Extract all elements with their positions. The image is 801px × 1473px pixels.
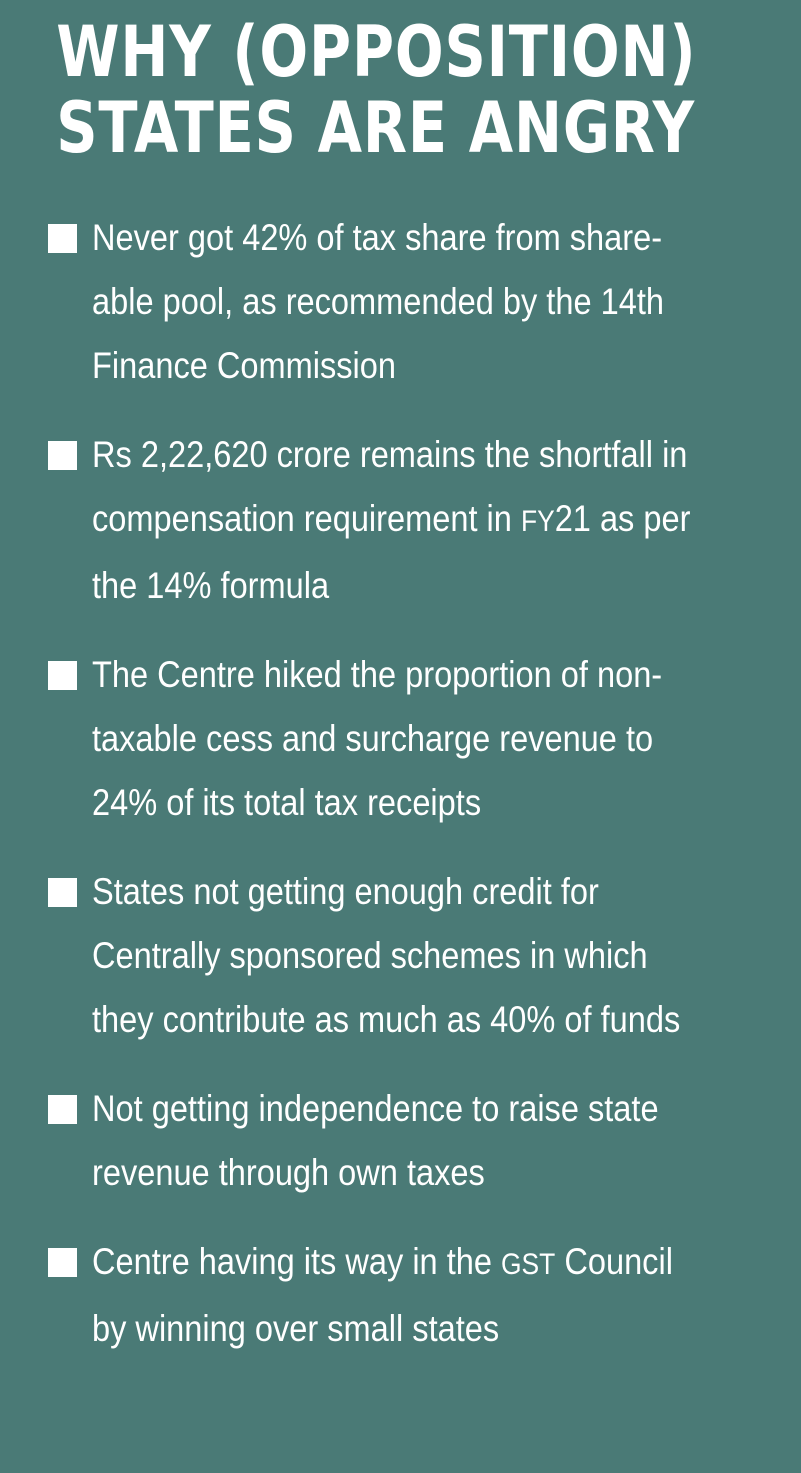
infobox-title: [48, 11, 697, 169]
list-item-text: [92, 1230, 708, 1361]
square-bullet-icon: [48, 224, 77, 253]
list-item: [48, 423, 767, 618]
list-item: [48, 860, 767, 1052]
list-item: [48, 643, 767, 835]
list-item-text-part: FY: [520, 505, 555, 538]
list-item: [48, 206, 767, 398]
list-item-text: The Centre hiked the proportion of non-taxable cess and surcharge revenue to 24% of its total tax receipts: [92, 654, 663, 823]
list-item-text-part: Centre having its way in the: [92, 1241, 502, 1282]
title-line-1: WHY (OPPOSITION): [56, 11, 697, 93]
reasons-list: [48, 206, 767, 1361]
list-item-text: [92, 423, 708, 618]
square-bullet-icon: [48, 1095, 77, 1124]
square-bullet-icon: [48, 1248, 77, 1277]
list-item-text: States not getting enough credit for Centrally sponsored schemes in which they contribute as much as 40% of funds: [92, 871, 681, 1040]
list-item: [48, 1230, 767, 1361]
square-bullet-icon: [48, 878, 77, 907]
list-item-text: Not getting independence to raise state revenue through own taxes: [92, 1088, 659, 1193]
list-item-text-part: 21 as per the 14% formula: [92, 498, 691, 606]
list-item-text-part: GST: [501, 1248, 556, 1281]
list-item: [48, 1077, 767, 1205]
list-item-text-part: Council by winning over small states: [92, 1241, 673, 1349]
square-bullet-icon: [48, 441, 77, 470]
title-line-2: STATES ARE ANGRY: [56, 87, 696, 169]
list-item-text: Never got 42% of tax share from share-able pool, as recommended by the 14th Finance Commission: [92, 217, 664, 386]
list-item-text-part: Rs 2,22,620 crore remains the shortfall in compensation requirement in: [92, 434, 688, 539]
square-bullet-icon: [48, 661, 77, 690]
